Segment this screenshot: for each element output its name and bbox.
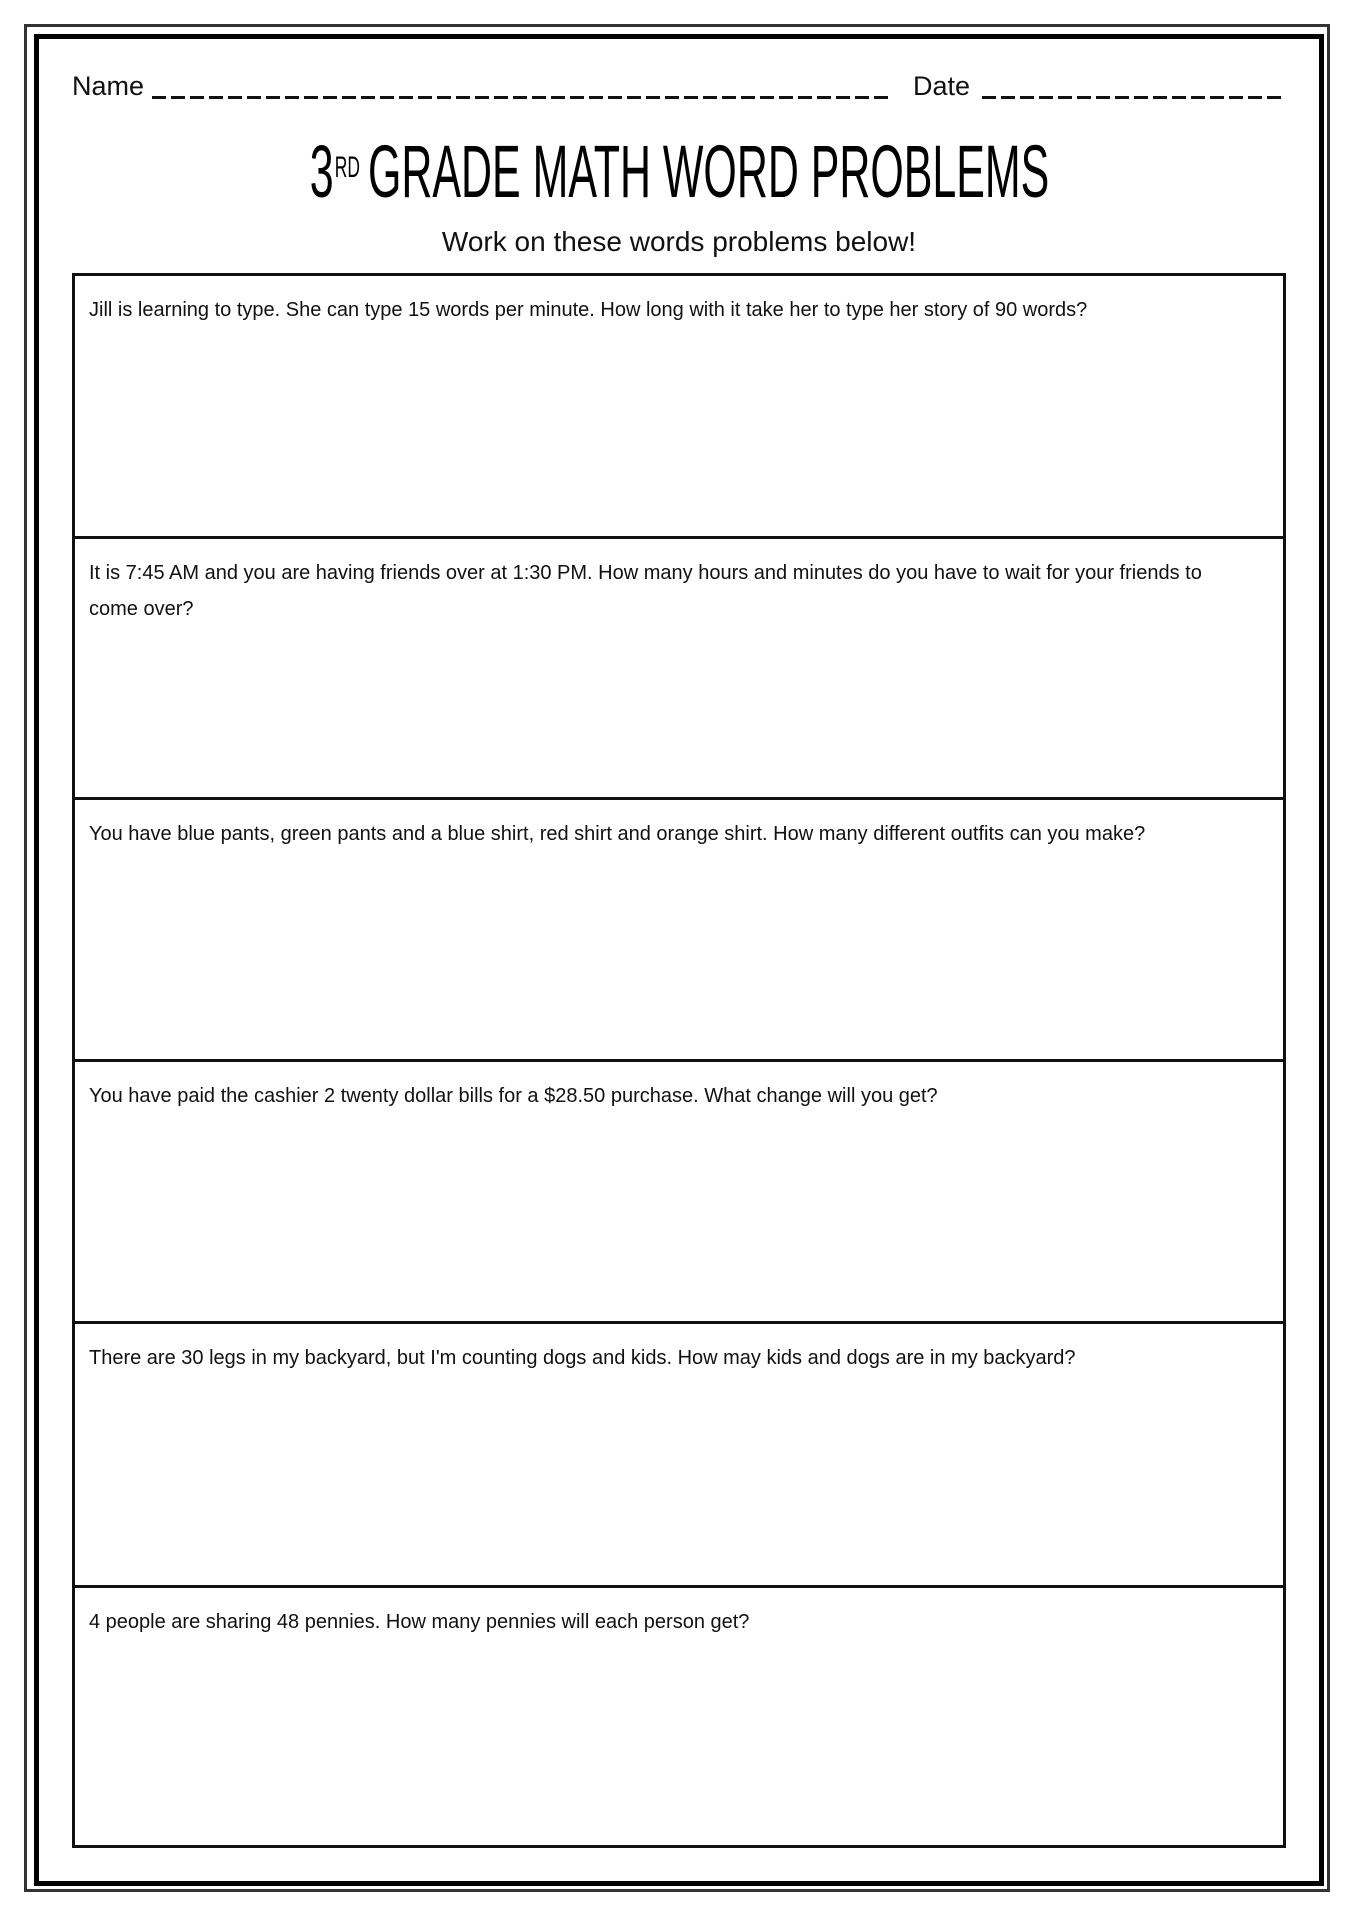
date-field[interactable] xyxy=(982,96,1286,99)
title-ordinal-suffix: RD xyxy=(334,151,360,184)
problem-text: You have paid the cashier 2 twenty dollar bills for a $28.50 purchase. What change will you get? xyxy=(89,1085,938,1107)
title-grade-number: 3 xyxy=(309,130,334,213)
problem-row-6[interactable] xyxy=(75,1585,1283,1848)
date-label: Date xyxy=(913,71,971,101)
problem-row-2[interactable] xyxy=(75,536,1283,798)
title-text xyxy=(309,130,1049,213)
problem-text: Jill is learning to type. She can type 15 words per minute. How long with it take her to type her story of 90 words? xyxy=(89,299,1088,321)
problem-text: You have blue pants, green pants and a blue shirt, red shirt and orange shirt. How many different outfits can you make? xyxy=(89,823,1146,845)
problem-text: It is 7:45 AM and you are having friends over at 1:30 PM. How many hours and minutes do you have to wait for your friends to come over? xyxy=(89,562,1202,620)
name-date-header xyxy=(72,66,1286,106)
page-title xyxy=(0,130,1358,213)
problem-table xyxy=(72,273,1286,1848)
problem-row-5[interactable] xyxy=(75,1321,1283,1584)
problem-row-4[interactable] xyxy=(75,1059,1283,1321)
title-main: GRADE MATH WORD PROBLEMS xyxy=(367,130,1049,213)
name-label: Name xyxy=(72,71,145,101)
problem-text: There are 30 legs in my backyard, but I'm counting dogs and kids. How may kids and dogs are in my backyard? xyxy=(89,1347,1076,1369)
problem-row-3[interactable] xyxy=(75,797,1283,1059)
problem-text: 4 people are sharing 48 pennies. How many pennies will each person get? xyxy=(89,1611,750,1633)
problem-row-1[interactable] xyxy=(75,276,1283,537)
name-field[interactable] xyxy=(152,96,888,99)
instructions-subtitle: Work on these words problems below! xyxy=(441,226,917,257)
